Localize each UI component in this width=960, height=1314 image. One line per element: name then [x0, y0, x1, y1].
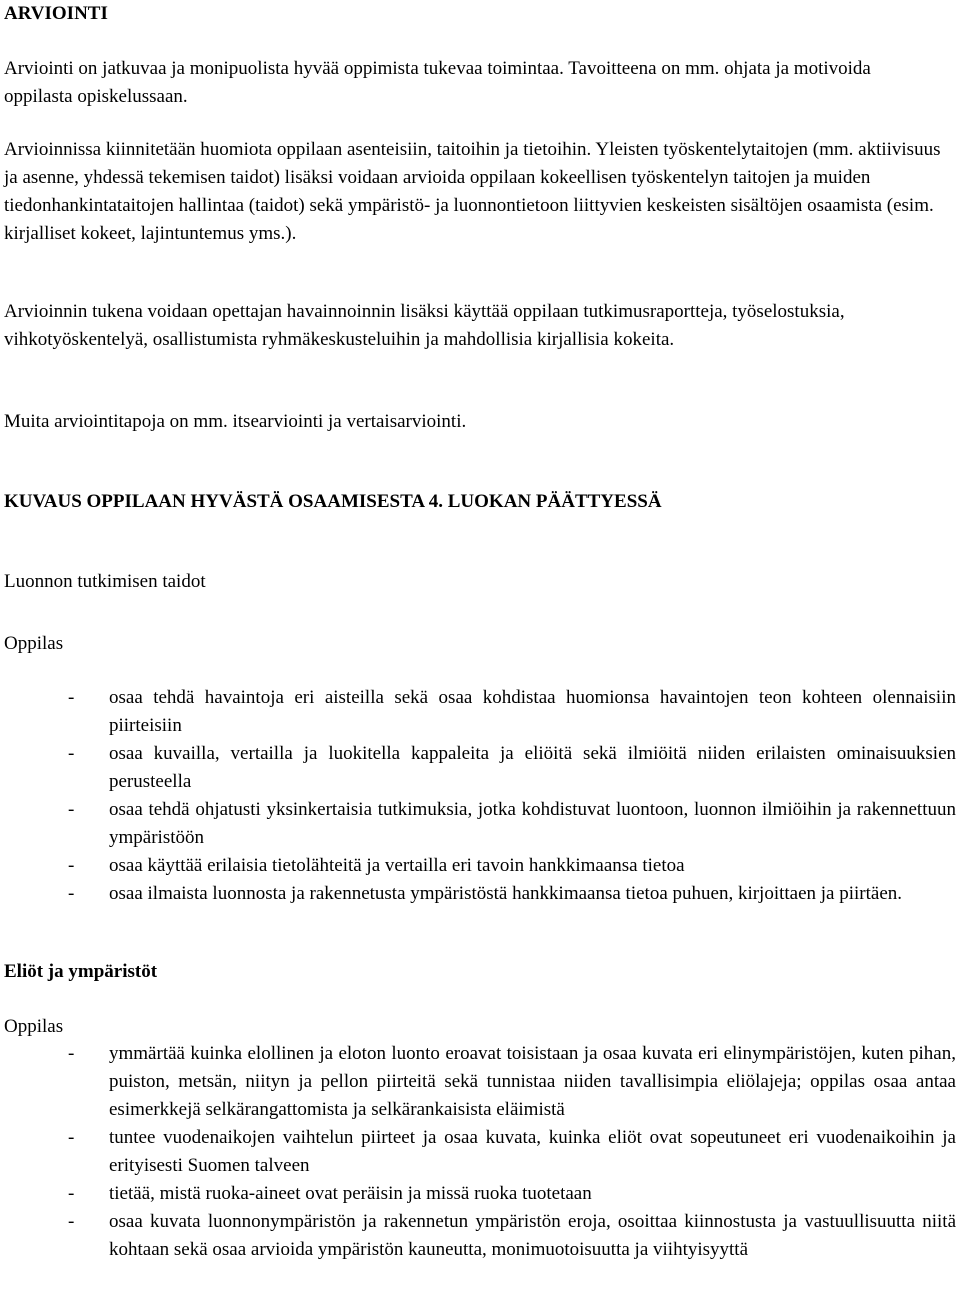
- page-title: ARVIOINTI: [4, 3, 108, 24]
- section-subject: Oppilas: [4, 633, 64, 654]
- list-item-text: osaa tehdä ohjatusti yksinkertaisia tutkimuksia, jotka kohdistuvat luontoon, luonnon ilmiöihin ja rakennettuun ympäristöön: [109, 799, 956, 848]
- section-title-luonnon-tutkimisen-taidot: Luonnon tutkimisen taidot: [4, 571, 206, 592]
- dash-bullet: -: [68, 743, 75, 764]
- list-item: [4, 1208, 956, 1264]
- section-title-eliot-ja-ymparistot: Eliöt ja ympäristöt: [4, 961, 158, 982]
- list-item: [4, 796, 956, 852]
- intro-paragraph-1: Arviointi on jatkuvaa ja monipuolista hyvää oppimista tukevaa toimintaa. Tavoitteena on mm. ohjata ja motivoida oppilasta opiskelussaan.: [4, 58, 871, 107]
- dash-bullet: -: [68, 1211, 75, 1232]
- dash-bullet: -: [68, 1183, 75, 1204]
- dash-bullet: -: [68, 1043, 75, 1064]
- list-item: [4, 880, 956, 908]
- dash-bullet: -: [68, 687, 75, 708]
- list-item-text: tuntee vuodenaikojen vaihtelun piirteet ja osaa kuvata, kuinka eliöt ovat sopeutuneet eri vuodenaikoihin ja erityisesti Suomen talveen: [109, 1127, 956, 1176]
- list-item-text: osaa käyttää erilaisia tietolähteitä ja vertailla eri tavoin hankkimaansa tietoa: [109, 855, 685, 876]
- intro-paragraph-2: Arvioinnissa kiinnitetään huomiota oppilaan asenteisiin, taitoihin ja tietoihin. Yleisten työskentelytaitojen (mm. aktiivisuus ja asenne, yhdessä tekemisen taidot) lisäksi voidaan arvioida oppilaan kokeellisen työskentelyn taitojen ja muiden tiedonhankintataitojen hallintaa (taidot) sekä ympäristö- ja luonnontietoon liittyvien keskeisten sisältöjen osaamista (esim. kirjalliset kokeet, lajintuntemus yms.).: [4, 139, 941, 244]
- list-item: [4, 740, 956, 796]
- intro-paragraph-3: Arvioinnin tukena voidaan opettajan havainnoinnin lisäksi käyttää oppilaan tutkimusraportteja, työselostuksia, vihkotyöskentelyä, osallistumista ryhmäkeskusteluihin ja mahdollisia kirjallisia kokeita.: [4, 301, 845, 350]
- dash-bullet: -: [68, 799, 75, 820]
- knowledge-list: [4, 1040, 956, 1264]
- intro-paragraph-4: Muita arviointitapoja on mm. itsearviointi ja vertaisarviointi.: [4, 411, 467, 432]
- dash-bullet: -: [68, 883, 75, 904]
- list-item-text: ymmärtää kuinka elollinen ja eloton luonto eroavat toisistaan ja osaa kuvata eri elinympäristöjen, kuten pihan, puiston, metsän, niityn ja pellon piirteitä sekä tunnistaa niiden tavallisimpia eliölajeja; oppilas osaa antaa esimerkkejä selkärangattomista ja selkärankaisista eläimistä: [109, 1043, 956, 1120]
- dash-bullet: -: [68, 1127, 75, 1148]
- list-item-text: osaa ilmaista luonnosta ja rakennetusta ympäristöstä hankkimaansa tietoa puhuen, kirjoittaen ja piirtäen.: [109, 883, 903, 904]
- dash-bullet: -: [68, 855, 75, 876]
- list-item: [4, 1180, 956, 1208]
- list-item: [4, 1124, 956, 1180]
- section-subject: Oppilas: [4, 1016, 64, 1037]
- list-item-text: osaa kuvailla, vertailla ja luokitella kappaleita ja eliöitä sekä ilmiöitä niiden erilaisten ominaisuuksien perusteella: [109, 743, 956, 792]
- skills-list: [4, 684, 956, 908]
- list-item-text: osaa kuvata luonnonympäristön ja rakennetun ympäristön eroja, osoittaa kiinnostusta ja vastuullisuutta niitä kohtaan sekä osaa arvioida ympäristön kauneutta, monimuotoisuutta ja viihtyisyyttä: [109, 1211, 956, 1260]
- list-item: [4, 684, 956, 740]
- section-heading: KUVAUS OPPILAAN HYVÄSTÄ OSAAMISESTA 4. LUOKAN PÄÄTTYESSÄ: [4, 491, 662, 512]
- list-item-text: osaa tehdä havaintoja eri aisteilla sekä osaa kohdistaa huomionsa havaintojen teon kohteen olennaisiin piirteisiin: [109, 687, 956, 736]
- list-item-text: tietää, mistä ruoka-aineet ovat peräisin ja missä ruoka tuotetaan: [109, 1183, 592, 1204]
- list-item: [4, 852, 956, 880]
- list-item: [4, 1040, 956, 1124]
